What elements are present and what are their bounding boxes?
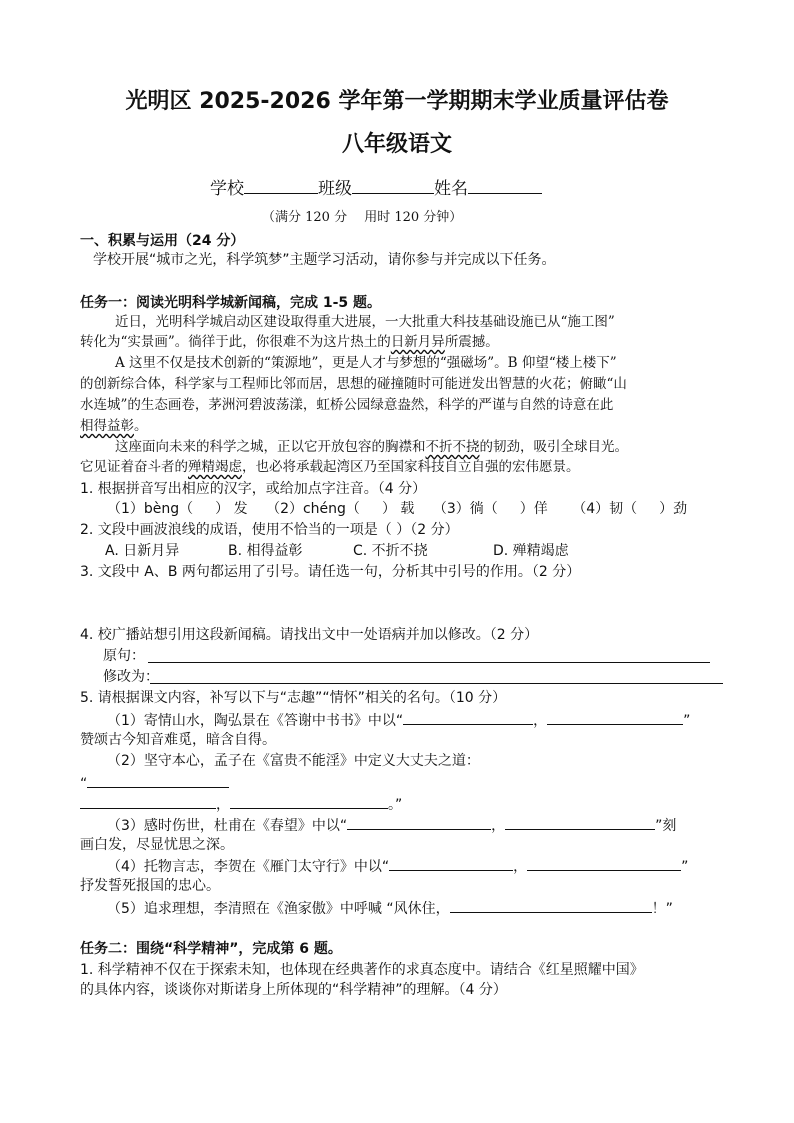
q5-sentence-1-cont: 赞颂古今知音难觅，暗含自得。 xyxy=(80,732,276,748)
q1-items xyxy=(107,500,687,518)
q5-blank-3a[interactable] xyxy=(347,815,491,830)
q4-fix-label: 修改为： xyxy=(103,669,159,685)
q2-option-a[interactable]: A. 日新月异 xyxy=(105,543,180,559)
q2-option-d[interactable]: D. 殚精竭虑 xyxy=(493,543,569,559)
q5-sentence-2: （2）坚守本心，孟子在《富贵不能淫》中定义大丈夫之道： xyxy=(107,753,480,769)
q5-blank-1a[interactable] xyxy=(403,710,533,725)
q2-option-b[interactable]: B. 相得益彰 xyxy=(228,543,303,559)
q1-item-4[interactable]: （4）韧（ ）劲 xyxy=(572,501,688,517)
name-field[interactable] xyxy=(468,179,542,194)
passage-p1-line1: 近日，光明科学城启动区建设取得重大进展，一大批重大科技基础设施已从“施工图” xyxy=(115,314,615,330)
q2-stem: 2. 文段中画波浪线的成语，使用不恰当的一项是（ ）（2 分） xyxy=(80,522,459,538)
idiom-wave-4: 殚精竭虑 xyxy=(188,459,242,475)
task2-heading: 任务二：围绕“科学精神”，完成第 6 题。 xyxy=(80,941,342,957)
idiom-wave-2: 相得益彰 xyxy=(80,418,134,434)
q5-blank-1b[interactable] xyxy=(547,710,683,725)
name-label: 姓名 xyxy=(434,179,468,199)
q1-stem: 1. 根据拼音写出相应的汉字，或给加点字注音。（4 分） xyxy=(80,481,427,497)
passage-p2-line3: 水连城”的生态画卷，茅洲河碧波荡漾，虹桥公园绿意盎然，科学的严谨与自然的诗意在此 xyxy=(80,397,614,413)
q5-sentence-2-blank-row2: ， 。” xyxy=(80,794,402,814)
school-label: 学校 xyxy=(210,179,244,199)
q2-option-c[interactable]: C. 不折不挠 xyxy=(353,543,428,559)
q5-blank-3b[interactable] xyxy=(505,815,655,830)
passage-p3-line1: 这座面向未来的科学之城，正以它开放包容的胸襟和不折不挠的韧劲，吸引全球目光。 xyxy=(115,439,628,455)
q5-blank-4a[interactable] xyxy=(389,856,513,871)
passage-p1-line2: 转化为“实景画”。徜徉于此，你很难不为这片热土的日新月异所震撼。 xyxy=(80,334,499,350)
q1-item-3[interactable]: （3）徜（ ）佯 xyxy=(432,501,548,517)
q5-sentence-1: （1）寄情山水，陶弘景在《答谢中书书》中以“ ， ” xyxy=(107,710,690,730)
idiom-wave-1: 日新月异 xyxy=(390,334,445,350)
passage-p2-line2: 的创新综合体，科学家与工程师比邻而居，思想的碰撞随时可能迸发出智慧的火花；俯瞰“山 xyxy=(80,376,627,392)
q5-sentence-4-cont: 抒发誓死报国的忠心。 xyxy=(80,878,220,894)
q5-sentence-3: （3）感时伤世，杜甫在《春望》中以“ ， ”刻 xyxy=(107,815,676,835)
passage-p2-line4: 相得益彰。 xyxy=(80,418,148,434)
passage-p3-line2: 它见证着奋斗者的殚精竭虑，也必将承载起湾区乃至国家科技自立自强的宏伟愿景。 xyxy=(80,459,580,475)
q5-sentence-2-blank-row: “ xyxy=(80,773,229,793)
passage-p2-line1: A 这里不仅是技术创新的“策源地”，更是人才与梦想的“强磁场”。B 仰望“楼上楼下” xyxy=(115,355,617,371)
q3-stem: 3. 文段中 A、B 两句都运用了引号。请任选一句，分析其中引号的作用。（2 分） xyxy=(80,564,581,580)
q4-fix-answer-line[interactable] xyxy=(150,683,723,684)
q5-blank-2b[interactable] xyxy=(80,794,216,809)
section1-heading: 一、积累与运用（24 分） xyxy=(80,233,245,249)
idiom-wave-3: 不折不挠 xyxy=(425,439,480,455)
q4-original-label: 原句： xyxy=(103,648,145,664)
task2-question-line1: 1. 科学精神不仅在于探索未知，也体现在经典著作的求真态度中。请结合《红星照耀中国》 xyxy=(80,962,644,978)
task1-heading: 任务一：阅读光明科学城新闻稿，完成 1-5 题。 xyxy=(80,295,382,311)
q5-stem: 5. 请根据课文内容，补写以下与“志趣”“情怀”相关的名句。（10 分） xyxy=(80,690,507,706)
q4-stem: 4. 校广播站想引用这段新闻稿。请找出文中一处语病并加以修改。（2 分） xyxy=(80,627,539,643)
q5-blank-5[interactable] xyxy=(450,898,652,913)
q2-options xyxy=(105,542,569,560)
school-field[interactable] xyxy=(244,179,318,194)
student-info-row xyxy=(210,178,542,200)
q5-blank-2c[interactable] xyxy=(230,794,388,809)
q5-blank-2a[interactable] xyxy=(87,773,229,788)
class-label: 班级 xyxy=(318,179,352,199)
exam-subject: 八年级语文 xyxy=(341,132,452,157)
q5-sentence-3-cont: 画白发，尽显忧思之深。 xyxy=(80,837,234,853)
exam-title: 光明区 2025-2026 学年第一学期期末学业质量评估卷 xyxy=(125,89,669,114)
q1-item-2[interactable]: （2）chéng（ ） 载 xyxy=(266,501,415,517)
q4-original-answer-line[interactable] xyxy=(148,662,710,663)
section1-intro: 学校开展“城市之光，科学筑梦”主题学习活动，请你参与并完成以下任务。 xyxy=(93,252,556,268)
score-time-note: （满分 120 分 用时 120 分钟） xyxy=(262,210,463,225)
q5-blank-4b[interactable] xyxy=(527,856,681,871)
task2-question-line2: 的具体内容，谈谈你对斯诺身上所体现的“科学精神”的理解。（4 分） xyxy=(80,982,507,998)
q1-item-1[interactable]: （1）bèng（ ） 发 xyxy=(107,501,248,517)
class-field[interactable] xyxy=(352,179,434,194)
q5-sentence-4: （4）托物言志，李贺在《雁门太守行》中以“ ， ” xyxy=(107,856,688,876)
q5-sentence-5: （5）追求理想，李清照在《渔家傲》中呼喊 “风休住， ！” xyxy=(107,898,673,918)
